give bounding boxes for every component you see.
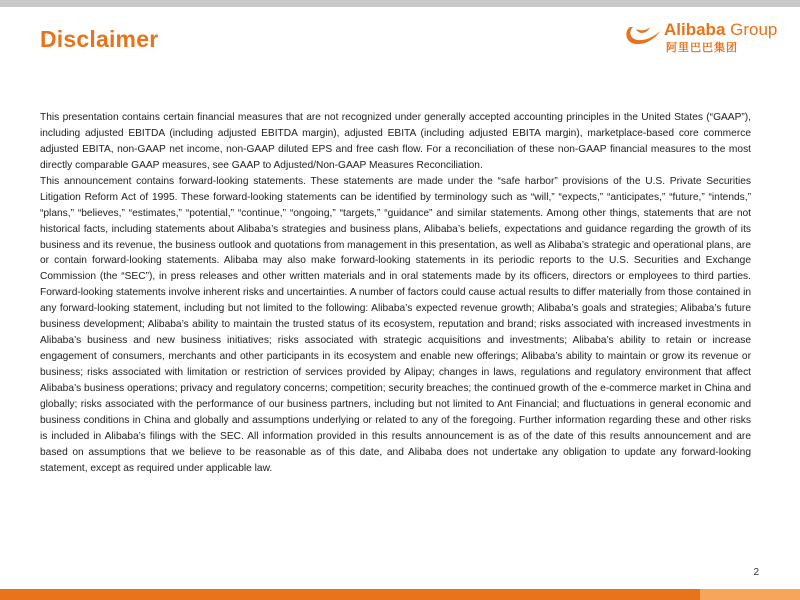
logo-brand-text: Alibaba [664, 20, 726, 39]
logo-group-text: Group [725, 20, 778, 39]
slide-title: Disclaimer [40, 26, 159, 52]
alibaba-smile-icon [624, 21, 662, 49]
top-border-bar [0, 0, 800, 7]
disclaimer-body [40, 110, 751, 477]
page-number: 2 [753, 567, 759, 578]
disclaimer-paragraph-forward-looking: This announcement contains forward-looking statements. These statements are made under the “safe harbor” provisions of the U.S. Private Securities Litigation Reform Act of 1995. These forward-looking statements can be identified by terminology such as “will,” “expects,” “anticipates,” “future,” “intends,” “plans,” “believes,” “estimates,” “potential,” “continue,” “ongoing,” “targets,” “guidance” and similar statements. Among other things, statements that are not historical facts, including statements about Alibaba’s strategies and business plans, Alibaba’s beliefs, expectations and guidance regarding the growth of its business and its revenue, the business outlook and quotations from management in this presentation, as well as Alibaba’s strategic and operational plans, are or contain forward-looking statements. Alibaba may also make forward-looking statements in its periodic reports to the U.S. Securities and Exchange Commission (the “SEC”), in press releases and other written materials and in oral statements made by its officers, directors or employees to third parties. Forward-looking statements involve inherent risks and uncertainties. A number of factors could cause actual results to differ materially from those contained in any forward-looking statement, including but not limited to the following: Alibaba’s expected revenue growth; Alibaba’s goals and strategies; Alibaba’s future business development; Alibaba’s ability to maintain the trusted status of its ecosystem, reputation and brand; risks associated with increased investments in Alibaba’s business and new business initiatives; risks associated with strategic acquisitions and investments; Alibaba’s ability to retain or increase engagement of consumers, merchants and other participants in its ecosystem and enable new offerings; Alibaba’s ability to maintain or grow its revenue or business; risks associated with limitation or restriction of services provided by Alipay; changes in laws, regulations and regulatory environment that affect Alibaba’s business operations; privacy and regulatory concerns; competition; security breaches; the continued growth of the e-commerce market in China and globally; risks associated with the performance of our business partners, including but not limited to Ant Financial; and fluctuations in general economic and business conditions in China and globally and assumptions underlying or related to any of the foregoing. Further information regarding these and other risks is included in Alibaba’s filings with the SEC. All information provided in this results announcement is as of the date of this results announcement and are based on assumptions that we believe to be reasonable as of this date, and Alibaba does not undertake any obligation to update any forward-looking statement, except as required under applicable law. [40, 175, 751, 474]
bottom-border-bar [0, 589, 800, 600]
logo-chinese-text: 阿里巴巴集团 [666, 42, 738, 54]
disclaimer-paragraph-non-gaap: This presentation contains certain financial measures that are not recognized under generally accepted accounting principles in the United States (“GAAP”), including adjusted EBITDA (including adjusted EBITDA margin), adjusted EBITA (including adjusted EBITA margin), marketplace-based core commerce adjusted EBITA, non-GAAP net income, non-GAAP diluted EPS and free cash flow. For a reconciliation of these non-GAAP financial measures to the most directly comparable GAAP measures, see GAAP to Adjusted/Non-GAAP Measures Reconciliation. [40, 112, 751, 171]
company-logo [624, 18, 784, 56]
bottom-border-accent [700, 589, 800, 600]
